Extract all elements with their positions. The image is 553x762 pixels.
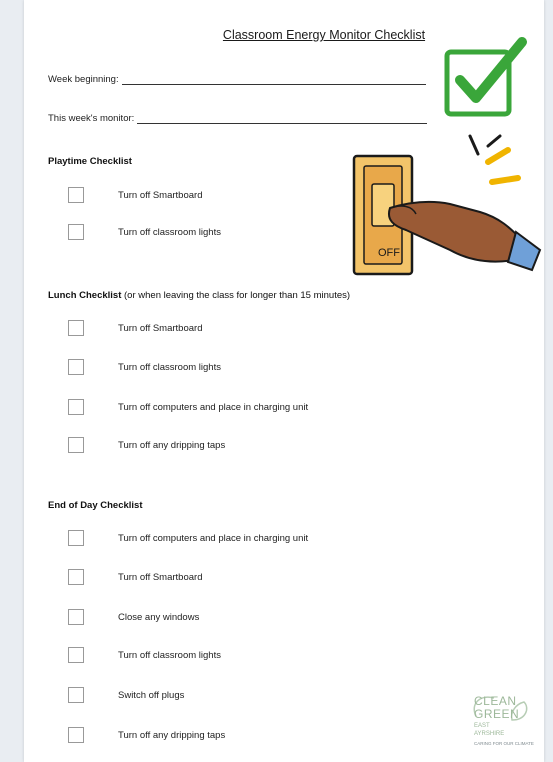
checkbox[interactable] <box>68 224 84 240</box>
monitor-line <box>137 122 427 124</box>
logo-word-4: AYRSHIRE <box>474 731 505 737</box>
item-label: Turn off computers and place in charging unit <box>118 401 309 413</box>
monitor-label: This week's monitor: <box>48 113 135 124</box>
checklist-item[interactable] <box>68 567 203 587</box>
checklist-item[interactable] <box>68 528 309 548</box>
checklist-item[interactable] <box>68 725 226 745</box>
monitor-field <box>48 113 427 124</box>
lunch-heading <box>48 290 350 301</box>
logo-word-2: GREEN <box>474 707 520 721</box>
item-label: Turn off Smartboard <box>118 571 203 583</box>
checkbox[interactable] <box>68 320 84 336</box>
checklist-item[interactable] <box>68 685 185 705</box>
checkbox[interactable] <box>68 187 84 203</box>
week-beginning-field <box>48 74 426 85</box>
logo-tagline: CARING FOR OUR CLIMATE <box>474 741 534 746</box>
logo-word-3: EAST <box>474 723 490 729</box>
playtime-heading: Playtime Checklist <box>48 156 132 167</box>
page-title: Classroom Energy Monitor Checklist <box>222 28 426 42</box>
week-beginning-line <box>122 83 426 85</box>
clean-green-logo <box>462 690 546 754</box>
checkbox[interactable] <box>68 399 84 415</box>
checkbox[interactable] <box>68 569 84 585</box>
checkbox[interactable] <box>68 687 84 703</box>
checklist-item[interactable] <box>68 357 221 377</box>
item-label: Turn off any dripping taps <box>118 439 226 451</box>
off-label: OFF <box>378 247 400 259</box>
item-label: Turn off classroom lights <box>118 649 221 661</box>
item-label: Switch off plugs <box>118 689 185 701</box>
checklist-item[interactable] <box>68 185 203 205</box>
checkmark-icon <box>444 36 528 118</box>
checklist-item[interactable] <box>68 222 221 242</box>
item-label: Turn off Smartboard <box>118 322 203 334</box>
checklist-page <box>24 0 544 762</box>
end-of-day-heading: End of Day Checklist <box>48 500 143 511</box>
checkbox[interactable] <box>68 647 84 663</box>
item-label: Turn off classroom lights <box>118 226 221 238</box>
item-label: Close any windows <box>118 611 200 623</box>
checkbox[interactable] <box>68 530 84 546</box>
item-label: Turn off classroom lights <box>118 361 221 373</box>
checkbox[interactable] <box>68 609 84 625</box>
item-label: Turn off computers and place in charging unit <box>118 532 309 544</box>
item-label: Turn off Smartboard <box>118 189 203 201</box>
lunch-heading-title: Lunch Checklist <box>48 290 122 301</box>
checklist-item[interactable] <box>68 645 221 665</box>
logo-word-1: CLEAN <box>474 694 517 708</box>
item-label: Turn off any dripping taps <box>118 729 226 741</box>
checklist-item[interactable] <box>68 607 200 627</box>
checklist-item[interactable] <box>68 435 226 455</box>
light-switch-illustration <box>350 132 546 280</box>
checkbox[interactable] <box>68 359 84 375</box>
checkbox[interactable] <box>68 437 84 453</box>
lunch-heading-note: (or when leaving the class for longer than 15 minutes) <box>124 290 351 301</box>
week-beginning-label: Week beginning: <box>48 74 119 85</box>
checkbox[interactable] <box>68 727 84 743</box>
checklist-item[interactable] <box>68 397 309 417</box>
checklist-item[interactable] <box>68 318 203 338</box>
